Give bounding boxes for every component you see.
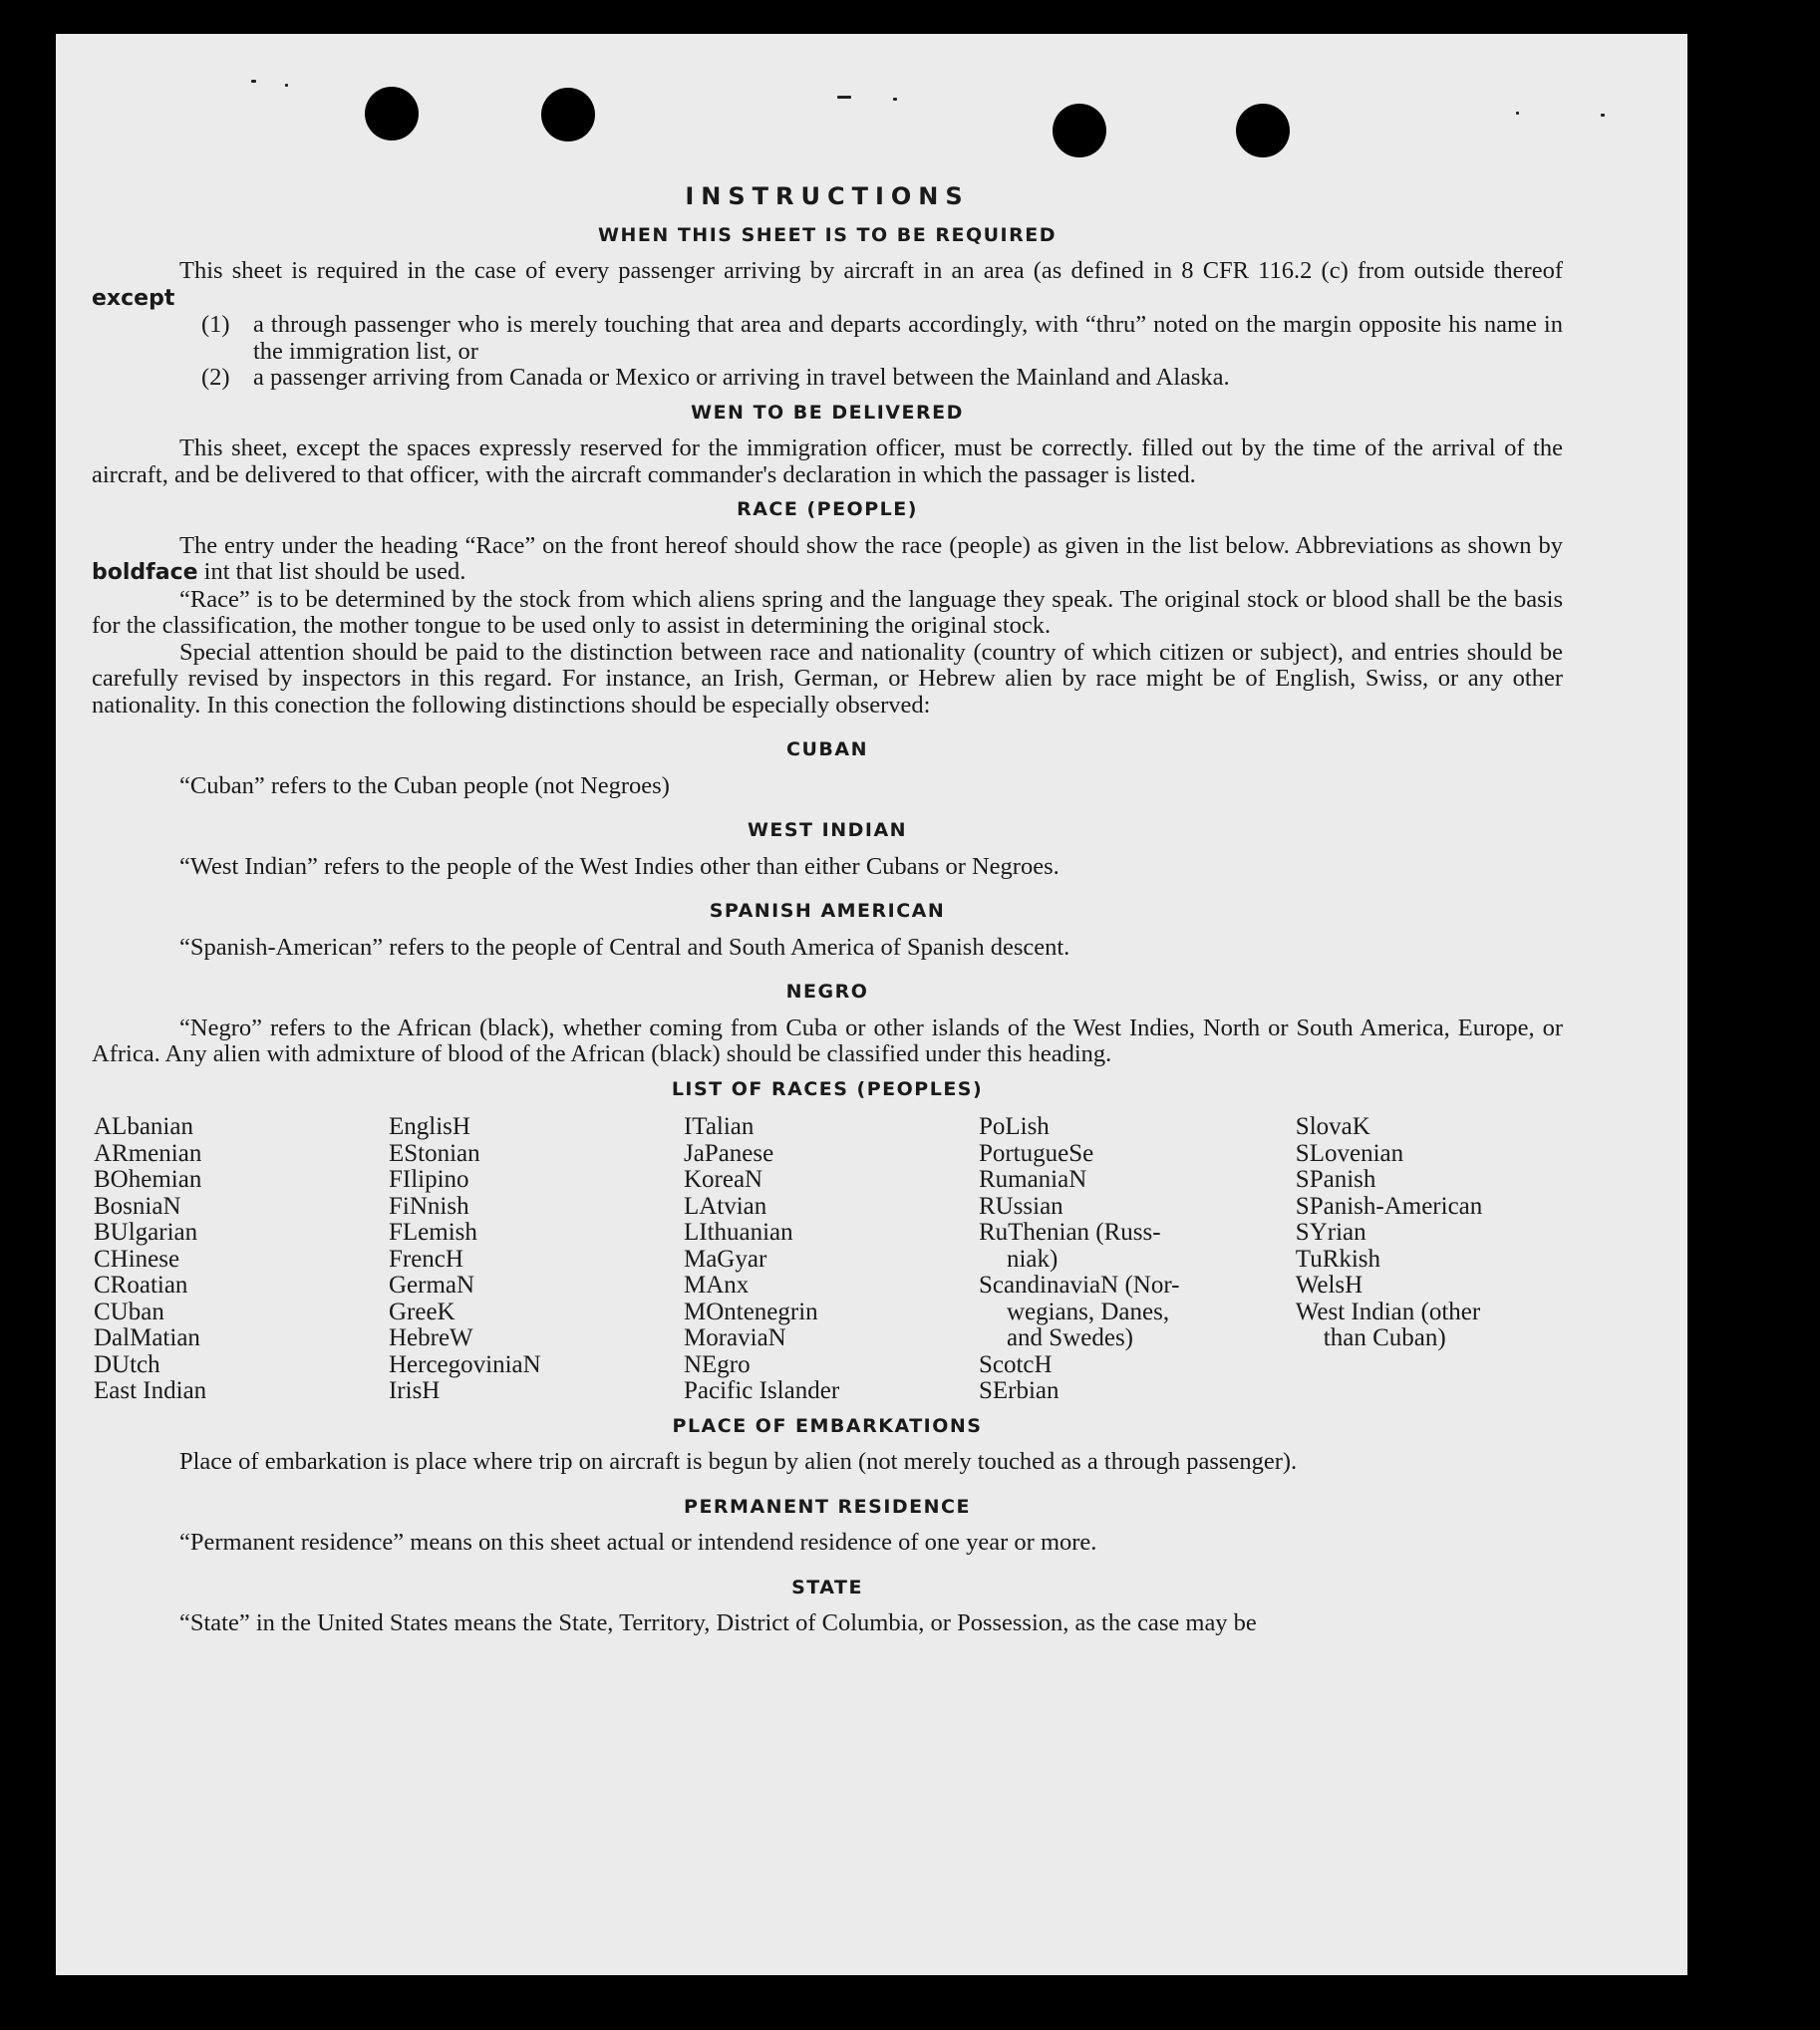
list-item-continuation: than Cuban) <box>1323 1324 1446 1351</box>
speck-mark <box>1516 112 1519 115</box>
heading-cuban: CUBAN <box>786 738 868 760</box>
heading-spanish-american: SPANISH AMERICAN <box>709 900 946 922</box>
list-item: IrisH <box>388 1377 441 1404</box>
list-item: ALbanian <box>94 1113 193 1140</box>
list-item-continuation: wegians, Danes, <box>1006 1298 1170 1325</box>
list-item: MOntenegrin <box>683 1298 818 1325</box>
heading-embarkation: PLACE OF EMBARKATIONS <box>672 1414 983 1437</box>
list-item: RuThenian (Russ- <box>978 1219 1161 1246</box>
page-title: INSTRUCTIONS <box>685 182 970 210</box>
punch-hole <box>1236 104 1290 157</box>
list-item: CRoatian <box>94 1272 188 1299</box>
cuban-text: “Cuban” refers to the Cuban people (not Negroes) <box>179 771 670 799</box>
list-item: HercegoviniaN <box>388 1350 541 1378</box>
heading-delivered: WEN TO BE DELIVERED <box>691 401 964 424</box>
list-item: ScandinaviaN (Nor- <box>978 1272 1180 1299</box>
races-column-3 <box>684 1114 979 1405</box>
speck-mark <box>251 80 256 83</box>
races-column-2 <box>389 1114 684 1405</box>
race-paragraph-2: “Race” is to be determined by the stock from which aliens spring and the language they speak. The original stock or blood shall be the basis for the classification, the mother tongue to be used only to assist in determining the original stock. <box>92 585 1563 639</box>
negro-text: “Negro” refers to the African (black), whether coming from Cuba or other islands of the West Indies, North or South America, Europe, or Africa. Any alien with admixture of blood of the African (black) should be classified under this heading. <box>92 1014 1563 1067</box>
races-column-1 <box>94 1114 389 1405</box>
heading-state: STATE <box>791 1576 863 1598</box>
races-list <box>94 1114 1563 1405</box>
list-item: SlovaK <box>1295 1113 1370 1140</box>
speck-mark <box>837 96 851 99</box>
speck-mark <box>1601 114 1605 117</box>
list-item: DalMatian <box>94 1324 200 1351</box>
list-item: JaPanese <box>683 1139 774 1167</box>
list-item: WelsH <box>1295 1272 1364 1299</box>
heading-negro: NEGRO <box>785 981 869 1003</box>
list-item: TuRkish <box>1295 1245 1381 1273</box>
race-p1-bold: boldface <box>92 560 198 585</box>
instructions-content <box>92 175 1563 1637</box>
list-item: PortugueSe <box>978 1139 1094 1167</box>
list-item: FiNnish <box>388 1192 469 1220</box>
list-item: ARmenian <box>94 1139 202 1167</box>
list-item: GreeK <box>388 1298 455 1325</box>
list-item: SYrian <box>1295 1219 1366 1246</box>
list-item: LAtvian <box>683 1192 767 1220</box>
list-item: RumaniaN <box>978 1166 1087 1193</box>
list-item: KoreaN <box>683 1166 763 1193</box>
list-item: LIthuanian <box>683 1219 793 1246</box>
delivered-text: This sheet, except the spaces expressly reserved for the immigration officer, must be correctly. filled out by the time of the arrival of the aircraft, and be delivered to that officer, with the aircraft commander's declaration in which the passager is listed. <box>92 435 1563 488</box>
list-item: SPanish-American <box>1295 1192 1483 1220</box>
list-item: EStonian <box>388 1139 480 1167</box>
item-text: a through passenger who is merely touching that area and departs accordingly, with “thru” noted on the margin opposite his name in the immigration list, or <box>253 311 1563 365</box>
list-item: NEgro <box>683 1350 751 1378</box>
list-item: SLovenian <box>1295 1139 1404 1167</box>
item-text: a passenger arriving from Canada or Mexico or arriving in travel between the Mainland and Alaska. <box>253 364 1230 391</box>
embarkation-text: Place of embarkation is place where trip on aircraft is begun by alien (not merely touched as a through passenger). <box>179 1448 1298 1475</box>
races-column-4 <box>979 1114 1296 1405</box>
race-p1-after: int that list should be used. <box>203 558 466 585</box>
list-item: EnglisH <box>388 1113 470 1140</box>
race-paragraph-3: Special attention should be paid to the distinction between race and nationality (country of which citizen or subject), and entries should be carefully revised by inspectors in this regard. For instance, an Irish, German, or Hebrew alien by race might be of English, Swiss, or any other nationality. In this conection the following distinctions should be especially observed: <box>92 638 1563 719</box>
heading-list-of-races: LIST OF RACES (PEOPLES) <box>671 1077 984 1100</box>
list-item: BosniaN <box>94 1192 181 1220</box>
list-item: GermaN <box>388 1272 475 1299</box>
item-number: (2) <box>201 364 230 391</box>
list-item: SPanish <box>1295 1166 1376 1193</box>
required-intro <box>92 258 1563 312</box>
list-item <box>201 365 1563 392</box>
list-item <box>201 312 1563 365</box>
west-indian-text: “West Indian” refers to the people of the West Indies other than either Cubans or Negroes. <box>179 852 1060 880</box>
heading-west-indian: WEST INDIAN <box>747 819 908 841</box>
list-item: BOhemian <box>94 1166 202 1193</box>
list-item: MaGyar <box>683 1245 767 1273</box>
list-item: East Indian <box>94 1377 207 1404</box>
list-item: SErbian <box>978 1377 1060 1404</box>
heading-permanent-residence: PERMANENT RESIDENCE <box>684 1495 971 1518</box>
residence-text: “Permanent residence” means on this sheet actual or intendend residence of one year or more. <box>179 1529 1097 1556</box>
list-item: Pacific Islander <box>683 1377 840 1404</box>
race-paragraph-1 <box>92 533 1563 587</box>
state-text: “State” in the United States means the State, Territory, District of Columbia, or Possession, as the case may be <box>179 1609 1257 1636</box>
list-item: DUtch <box>94 1350 160 1378</box>
list-item: West Indian (other <box>1295 1298 1481 1325</box>
list-item: FrencH <box>388 1245 463 1273</box>
required-intro-text: This sheet is required in the case of every passenger arriving by aircraft in an area (as defined in 8 CFR 116.2 (c) from outside thereof <box>179 257 1563 284</box>
speck-mark <box>285 84 288 87</box>
heading-race: RACE (PEOPLE) <box>737 498 918 520</box>
list-item: HebreW <box>388 1324 473 1351</box>
list-item: CUban <box>94 1298 164 1325</box>
speck-mark <box>893 98 897 101</box>
heading-required: WHEN THIS SHEET IS TO BE REQUIRED <box>597 223 1057 246</box>
list-item: BUlgarian <box>94 1219 198 1246</box>
list-item: FLemish <box>388 1219 477 1246</box>
list-item: CHinese <box>94 1245 180 1273</box>
required-intro-bold: except <box>92 285 175 311</box>
race-p1-before: The entry under the heading “Race” on the front hereof should show the race (people) as given in the list below. Abbreviations as shown by <box>179 531 1563 559</box>
punch-hole <box>541 88 595 142</box>
list-item: MoraviaN <box>683 1324 786 1351</box>
list-item-continuation: niak) <box>1006 1245 1059 1273</box>
item-number: (1) <box>201 311 230 338</box>
punch-hole <box>1053 104 1106 157</box>
list-item: ScotcH <box>978 1350 1053 1378</box>
races-column-5 <box>1296 1114 1563 1405</box>
list-item-continuation: and Swedes) <box>1006 1324 1134 1351</box>
list-item: FIlipino <box>388 1166 469 1193</box>
list-item: RUssian <box>978 1192 1063 1220</box>
list-item: PoLish <box>978 1113 1050 1140</box>
list-item: ITalian <box>683 1113 755 1140</box>
spanish-american-text: “Spanish-American” refers to the people of Central and South America of Spanish descent. <box>179 933 1070 961</box>
list-item: MAnx <box>683 1272 750 1299</box>
punch-hole <box>365 87 419 141</box>
